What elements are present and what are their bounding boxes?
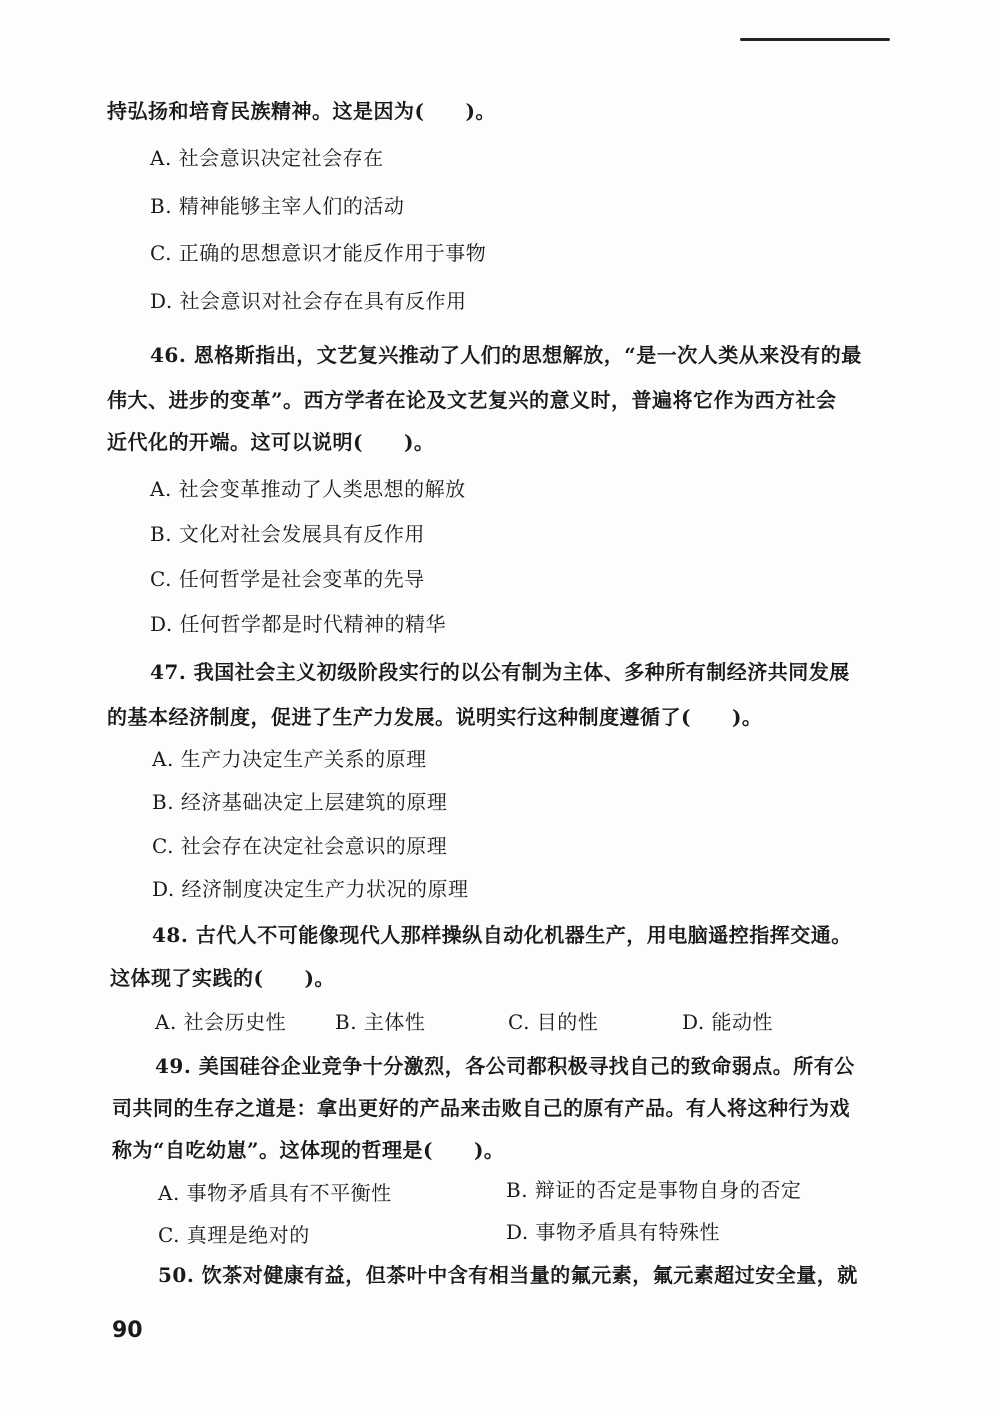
page-number: 90 (112, 1318, 143, 1343)
text-line: 称为“自吃幼崽”。这体现的哲理是( )。 (112, 1138, 505, 1162)
option-a: A. 社会历史性 (155, 1010, 287, 1034)
option-a: A. 社会意识决定社会存在 (150, 146, 384, 170)
option-d: D. 任何哲学都是时代精神的精华 (150, 612, 447, 636)
option-c: C. 社会存在决定社会意识的原理 (152, 834, 448, 858)
question-50: 50. 饮茶对健康有益，但茶叶中含有相当量的氟元素，氟元素超过安全量，就 (158, 1263, 858, 1287)
question-46: 46. 恩格斯指出，文艺复兴推动了人们的思想解放，“是一次人类从来没有的最 (150, 343, 862, 367)
option-c: C. 任何哲学是社会变革的先导 (150, 567, 425, 591)
text-line: 伟大、进步的变革”。西方学者在论及文艺复兴的意义时，普遍将它作为西方社会 (107, 388, 837, 412)
text-line: 司共同的生存之道是：拿出更好的产品来击败自己的原有产品。有人将这种行为戏 (112, 1096, 850, 1120)
option-a: A. 社会变革推动了人类思想的解放 (150, 477, 466, 501)
option-d: D. 能动性 (682, 1010, 774, 1034)
question-48: 48. 古代人不可能像现代人那样操纵自动化机器生产，用电脑遥控指挥交通。 (152, 923, 852, 947)
question-49: 49. 美国硅谷企业竞争十分激烈，各公司都积极寻找自己的致命弱点。所有公 (155, 1054, 855, 1078)
option-d: D. 社会意识对社会存在具有反作用 (150, 289, 467, 313)
header-rule (740, 38, 890, 41)
option-d: D. 经济制度决定生产力状况的原理 (152, 877, 469, 901)
option-d: D. 事物矛盾具有特殊性 (506, 1220, 721, 1244)
text-line: 这体现了实践的( )。 (110, 966, 335, 990)
question-47: 47. 我国社会主义初级阶段实行的以公有制为主体、多种所有制经济共同发展 (150, 660, 850, 684)
option-a: A. 事物矛盾具有不平衡性 (158, 1181, 392, 1205)
option-b: B. 精神能够主宰人们的活动 (150, 194, 405, 218)
option-b: B. 辩证的否定是事物自身的否定 (506, 1178, 802, 1202)
option-c: C. 真理是绝对的 (158, 1223, 310, 1247)
option-a: A. 生产力决定生产关系的原理 (152, 747, 427, 771)
option-b: B. 主体性 (335, 1010, 426, 1034)
option-c: C. 目的性 (508, 1010, 599, 1034)
text-line: 的基本经济制度，促进了生产力发展。说明实行这种制度遵循了( )。 (107, 705, 763, 729)
option-b: B. 文化对社会发展具有反作用 (150, 522, 425, 546)
option-b: B. 经济基础决定上层建筑的原理 (152, 790, 448, 814)
text-line: 近代化的开端。这可以说明( )。 (107, 430, 435, 454)
option-c: C. 正确的思想意识才能反作用于事物 (150, 241, 487, 265)
text-line: 持弘扬和培育民族精神。这是因为( )。 (107, 99, 496, 123)
